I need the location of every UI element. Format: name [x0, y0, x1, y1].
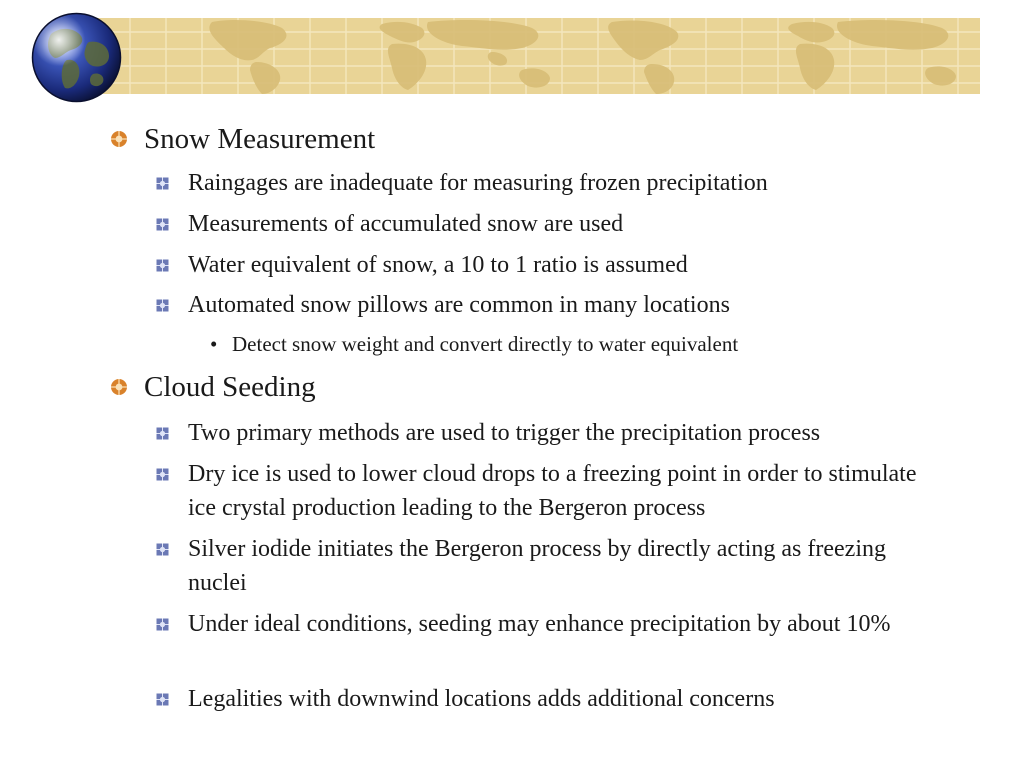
orange-circle-bullet-icon [110, 130, 128, 148]
globe-icon [31, 12, 122, 103]
list-item-text: Legalities with downwind locations adds additional concerns [188, 686, 775, 712]
blue-square-bullet-icon [156, 218, 169, 231]
bullet-dot: • [210, 332, 218, 356]
blue-square-bullet-icon [156, 618, 169, 631]
list-item-text: Raingages are inadequate for measuring frozen precipitation [188, 170, 768, 196]
blue-square-bullet-icon [156, 468, 169, 481]
list-item-text: Under ideal conditions, seeding may enhance precipitation by about 10% [188, 611, 891, 637]
list-item-text: Dry ice is used to lower cloud drops to a freezing point in order to stimulate ice crystal production leading to the Bergeron process [188, 461, 917, 521]
blue-square-bullet-icon [156, 693, 169, 706]
blue-square-bullet-icon [156, 299, 169, 312]
list-item-text: Two primary methods are used to trigger the precipitation process [188, 420, 821, 446]
list-item-text: Measurements of accumulated snow are used [188, 211, 624, 237]
section-title: Snow Measurement [144, 123, 376, 155]
section-title: Cloud Seeding [144, 371, 316, 403]
blue-square-bullet-icon [156, 259, 169, 272]
blue-square-bullet-icon [156, 427, 169, 440]
blue-square-bullet-icon [156, 543, 169, 556]
list-item-text: Automated snow pillows are common in many locations [188, 292, 730, 318]
world-map-banner [92, 18, 980, 94]
blue-square-bullet-icon [156, 177, 169, 190]
sub-list-item-text: Detect snow weight and convert directly to water equivalent [232, 332, 739, 356]
list-item-text: Silver iodide initiates the Bergeron process by directly acting as freezing nuclei [188, 536, 887, 596]
list-item-text: Water equivalent of snow, a 10 to 1 ratio is assumed [188, 252, 688, 278]
orange-circle-bullet-icon [110, 378, 128, 396]
